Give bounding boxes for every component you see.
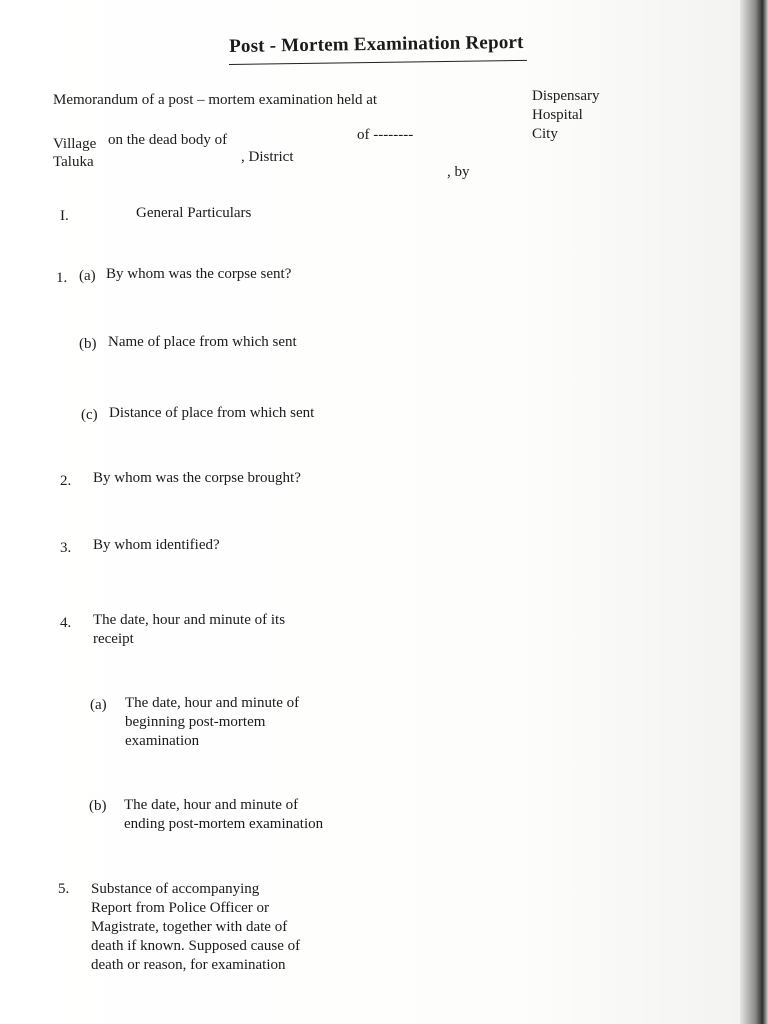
q1-number: 1. bbox=[56, 270, 68, 286]
page-title: Post - Mortem Examination Report bbox=[228, 31, 524, 57]
q5-line: death if known. Supposed cause of bbox=[91, 938, 301, 954]
taluka-label: Taluka bbox=[53, 154, 94, 170]
q1a-label: (a) bbox=[79, 268, 96, 284]
place-option-city: City bbox=[532, 126, 558, 142]
q4a-line: The date, hour and minute of bbox=[125, 695, 300, 711]
q4b-line: The date, hour and minute of bbox=[124, 797, 299, 813]
page-edge-shadow bbox=[740, 0, 768, 1024]
q4-question bbox=[93, 611, 285, 649]
q5-line: Substance of accompanying bbox=[91, 881, 260, 897]
memo-intro: Memorandum of a post – mortem examination held at bbox=[53, 92, 378, 108]
q4a-label: (a) bbox=[90, 697, 107, 713]
title-underline bbox=[229, 60, 527, 65]
q1b-label: (b) bbox=[79, 336, 97, 352]
of-label: of -------- bbox=[357, 127, 414, 143]
q3-number: 3. bbox=[60, 540, 72, 556]
section-heading: General Particulars bbox=[136, 205, 252, 221]
q1c-question: Distance of place from which sent bbox=[109, 405, 315, 421]
q4b-line: ending post-mortem examination bbox=[124, 816, 324, 832]
q2-number: 2. bbox=[60, 473, 72, 489]
q1b-question: Name of place from which sent bbox=[108, 334, 297, 350]
q4a-line: examination bbox=[125, 733, 200, 749]
q5-line: Magistrate, together with date of bbox=[91, 919, 288, 935]
place-type-options bbox=[532, 87, 600, 144]
q3-question: By whom identified? bbox=[93, 537, 220, 553]
q4b-label: (b) bbox=[89, 798, 107, 814]
district-label: , District bbox=[241, 149, 294, 165]
q4a-line: beginning post-mortem bbox=[125, 714, 266, 730]
q1c-label: (c) bbox=[81, 407, 98, 423]
village-label: Village bbox=[53, 136, 97, 152]
q4a-question bbox=[125, 694, 299, 751]
q4-line: receipt bbox=[93, 631, 134, 647]
by-label: , by bbox=[447, 164, 470, 180]
q5-number: 5. bbox=[58, 881, 70, 897]
q4-line: The date, hour and minute of its bbox=[93, 612, 286, 628]
dead-body-label: on the dead body of bbox=[108, 132, 228, 148]
q1a-question: By whom was the corpse sent? bbox=[106, 266, 292, 282]
place-option-hospital: Hospital bbox=[532, 107, 583, 123]
q4b-question bbox=[124, 796, 323, 834]
q2-question: By whom was the corpse brought? bbox=[93, 470, 301, 486]
q4-number: 4. bbox=[60, 615, 72, 631]
place-option-dispensary: Dispensary bbox=[532, 88, 600, 104]
section-numeral: I. bbox=[60, 208, 69, 224]
q5-line: death or reason, for examination bbox=[91, 957, 286, 973]
q5-question bbox=[91, 880, 300, 975]
q5-line: Report from Police Officer or bbox=[91, 900, 270, 916]
